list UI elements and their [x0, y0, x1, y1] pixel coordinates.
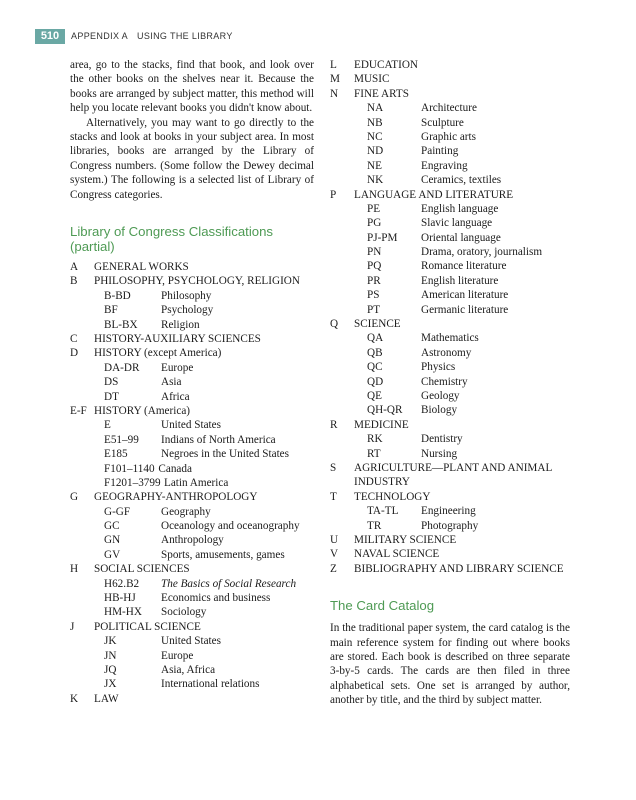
right-column [330, 58, 570, 708]
subclass-label: Geography [161, 505, 211, 518]
subclass-code: JX [104, 678, 117, 691]
classification-name: NAVAL SCIENCE [354, 548, 440, 561]
subclass-entry [330, 245, 570, 259]
subclass-code: RK [367, 433, 383, 446]
subclass-code: PG [367, 217, 382, 230]
subclass-label: Philosophy [161, 289, 212, 302]
classification-letter: M [330, 73, 340, 86]
subclass-code: HM-HX [104, 606, 142, 619]
subclass-label: Dentistry [421, 433, 463, 446]
subclass-entry [330, 403, 570, 417]
subclass-label: Romance literature [421, 260, 507, 273]
subclass-label: Europe [161, 361, 194, 374]
subclass-label: English language [421, 202, 499, 215]
page-number: 510 [35, 29, 65, 44]
classification-name: PHILOSOPHY, PSYCHOLOGY, RELIGION [94, 275, 300, 288]
classification-letter: Q [330, 318, 339, 331]
subclass-label: Canada [158, 462, 192, 475]
subclass-label: Painting [421, 145, 459, 158]
classification-entry [330, 72, 570, 86]
classification-entry [330, 87, 570, 101]
subclass-entry [70, 447, 314, 461]
subclass-label [161, 577, 296, 591]
subclass-entry [70, 634, 314, 648]
subclass-code: G-GF [104, 505, 131, 518]
classification-entry [70, 562, 314, 576]
classification-letter: H [70, 563, 79, 576]
classification-name: HISTORY (except America) [94, 347, 222, 360]
subclass-code: E51–99 [104, 433, 139, 446]
intro-paragraph-2: Alternatively, you may want to go directly to the stacks and look at books in your subject area. In most libraries, books are arranged by the Library of Congress numbers. (Some follow the Dewey decimal system.) The following is a selected list of Library of Congress categories. [70, 116, 314, 201]
subclass-entry [70, 533, 314, 547]
subclass-code: GN [104, 534, 121, 547]
subclass-code: NA [367, 102, 384, 115]
subclass-entry [330, 216, 570, 230]
subclass-code: H62.B2 [104, 577, 140, 590]
subclass-entry [70, 361, 314, 375]
subclass-label: Physics [421, 361, 456, 374]
classification-letter: A [70, 261, 79, 274]
subclass-entry [70, 591, 314, 605]
subclass-code: B-BD [104, 289, 131, 302]
classification-entry [330, 317, 570, 331]
classification-entry [330, 547, 570, 561]
subclass-entry [70, 505, 314, 519]
subclass-entry [330, 144, 570, 158]
subclass-entry [70, 303, 314, 317]
classification-letter: G [70, 491, 79, 504]
classification-letter: L [330, 59, 337, 71]
subclass-label: Photography [421, 519, 479, 532]
header-chapter: USING THE LIBRARY [137, 31, 233, 41]
subclass-label: Chemistry [421, 375, 468, 388]
subclass-entry [70, 390, 314, 404]
card-catalog-heading: The Card Catalog [330, 598, 435, 614]
classification-entry [70, 332, 314, 346]
classification-letter: C [70, 333, 78, 346]
subclass-label: Anthropology [161, 534, 224, 547]
classification-entry [330, 562, 570, 576]
classification-entry [70, 620, 314, 634]
subclass-code: PE [367, 202, 381, 215]
classification-entry [70, 346, 314, 360]
header-section: APPENDIX A [71, 31, 129, 41]
subclass-entry [330, 101, 570, 115]
subclass-code: NK [367, 174, 384, 187]
subclass-code: NE [367, 159, 382, 172]
subclass-code: PT [367, 303, 381, 316]
subclass-label: Slavic language [421, 217, 493, 230]
classification-list-right [330, 58, 570, 576]
subclass-code: JN [104, 649, 117, 662]
subclass-code: GC [104, 520, 120, 533]
subclass-label: Architecture [421, 102, 477, 115]
subclass-entry [70, 375, 314, 389]
card-catalog-paragraph: In the traditional paper system, the card catalog is the main reference system for finding out where books are stored. Each book is described on three separate 3-by-5 cards. The cards are then filed in three alphabetical sets. One set is arranged by author, another by title, and the third by subject matter. [330, 622, 570, 707]
subclass-label: Germanic literature [421, 303, 509, 316]
classification-letter: N [330, 87, 339, 100]
subclass-entry [70, 462, 314, 476]
classification-name: BIBLIOGRAPHY AND LIBRARY SCIENCE [354, 562, 564, 575]
left-column [70, 58, 314, 706]
subclass-entry [330, 303, 570, 317]
classification-name: FINE ARTS [354, 87, 409, 100]
subclass-entry [70, 418, 314, 432]
subclass-entry [330, 173, 570, 187]
subclass-code: E185 [104, 448, 128, 461]
subclass-label: United States [161, 635, 221, 648]
classification-name: SOCIAL SCIENCES [94, 563, 190, 576]
classification-letter: D [70, 347, 79, 360]
subclass-entry [330, 231, 570, 245]
classification-letter: S [330, 461, 337, 474]
subclass-code: F101–1140 [104, 462, 155, 475]
subclass-label: Graphic arts [421, 130, 476, 143]
subclass-label: Asia [161, 376, 182, 389]
classification-name: GEOGRAPHY-ANTHROPOLOGY [94, 491, 258, 504]
classification-name: MUSIC [354, 73, 390, 86]
classification-entry [70, 260, 314, 274]
subclass-label: American literature [421, 289, 509, 302]
subclass-code: E [104, 419, 111, 432]
subclass-code: TA-TL [367, 505, 399, 518]
subclass-entry [70, 677, 314, 691]
classification-letter: T [330, 490, 337, 503]
intro-paragraph-1: area, go to the stacks, find that book, and look over the other books on the shelves near it. Because the books are arranged by subject matter, this method will help you locate relevant books you didn't know about. [70, 59, 314, 115]
classification-entry [330, 533, 570, 547]
classification-entry [70, 274, 314, 288]
subclass-code: QA [367, 332, 384, 345]
subclass-entry [70, 433, 314, 447]
subclass-label-book-title: The Basics of Social Research [161, 577, 297, 590]
subclass-entry [330, 259, 570, 273]
subclass-entry [330, 447, 570, 461]
classification-name: SCIENCE [354, 318, 401, 331]
subclass-entry [70, 519, 314, 533]
subclass-entry [330, 346, 570, 360]
classification-letter: K [70, 692, 79, 705]
subclass-label: Engineering [421, 505, 476, 518]
subclass-entry [330, 159, 570, 173]
subclass-code: NB [367, 116, 383, 129]
subclass-code: PS [367, 289, 380, 302]
subclass-code: QE [367, 389, 382, 402]
subclass-label: Sociology [161, 606, 207, 619]
subclass-label: Mathematics [421, 332, 479, 345]
subclass-code: QC [367, 361, 383, 374]
subclass-entry [330, 360, 570, 374]
subclass-entry [70, 577, 314, 591]
subclass-label: Psychology [161, 304, 214, 317]
subclass-code: ND [367, 145, 384, 158]
subclass-entry [330, 389, 570, 403]
subclass-entry [70, 476, 314, 490]
classification-entry [330, 490, 570, 504]
subclass-label: Sculpture [421, 116, 464, 129]
subclass-label: Oriental language [421, 231, 501, 244]
classification-name: HISTORY (America) [94, 404, 191, 417]
subclass-code: JK [104, 635, 117, 648]
classification-letter: B [70, 275, 78, 288]
subclass-code: JQ [104, 664, 117, 676]
subclass-code: DS [104, 376, 119, 389]
subclass-entry [70, 318, 314, 332]
subclass-code: QD [367, 375, 384, 388]
classification-letter: Z [330, 562, 337, 575]
subclass-entry [70, 289, 314, 303]
subclass-code: GV [104, 548, 121, 561]
subclass-code: F1201–3799 [104, 476, 161, 489]
classification-letter: P [330, 188, 337, 201]
subclass-entry [330, 375, 570, 389]
subclass-entry [330, 519, 570, 533]
subclass-entry [330, 288, 570, 302]
subclass-code: PN [367, 246, 382, 259]
subclass-label: Africa [161, 390, 190, 403]
classification-entry [330, 188, 570, 202]
subclass-code: DA-DR [104, 361, 140, 374]
classification-name: EDUCATION [354, 59, 419, 71]
subclass-code: BL-BX [104, 318, 138, 331]
classification-letter: R [330, 418, 338, 431]
subclass-label: Religion [161, 318, 200, 331]
subclass-label: Geology [421, 389, 460, 402]
classification-letter: U [330, 533, 339, 546]
subclass-label: Engraving [421, 159, 468, 172]
classification-name: LAW [94, 692, 119, 705]
subclass-code: HB-HJ [104, 592, 136, 605]
running-header [71, 31, 233, 41]
classification-entry [330, 58, 570, 72]
subclass-label: Economics and business [161, 592, 271, 605]
subclass-label: Drama, oratory, journalism [421, 246, 543, 259]
classification-name: TECHNOLOGY [354, 490, 431, 503]
subclass-code: PQ [367, 260, 382, 273]
subclass-label: Indians of North America [161, 433, 276, 446]
subclass-label: Negroes in the United States [161, 448, 290, 461]
subclass-code: QB [367, 346, 383, 359]
classification-name: GENERAL WORKS [94, 261, 189, 274]
subclass-entry [330, 274, 570, 288]
classification-name: MEDICINE [354, 418, 409, 431]
subclass-entry [330, 432, 570, 446]
classification-entry [330, 418, 570, 432]
subclass-entry [330, 331, 570, 345]
classification-letter: J [70, 620, 75, 633]
classification-entry [70, 404, 314, 418]
classification-entry [330, 461, 570, 490]
subclass-code: PR [367, 274, 381, 287]
classification-letter: V [330, 548, 339, 561]
subclass-code: RT [367, 447, 381, 460]
classifications-heading: Library of Congress Classifications (partial) [70, 224, 274, 255]
subclass-entry [70, 649, 314, 663]
subclass-code: TR [367, 519, 382, 532]
subclass-entry [70, 548, 314, 562]
subclass-label: English literature [421, 274, 499, 287]
subclass-entry [330, 504, 570, 518]
subclass-code: QH-QR [367, 404, 403, 417]
subclass-code: BF [104, 304, 118, 317]
classification-entry [70, 490, 314, 504]
subclass-label: Ceramics, textiles [421, 174, 502, 187]
subclass-label: Oceanology and oceanography [161, 520, 300, 533]
classification-list-left [70, 260, 314, 706]
subclass-label: Europe [161, 649, 194, 662]
subclass-entry [330, 202, 570, 216]
subclass-label: Latin America [164, 476, 229, 489]
subclass-label: Sports, amusements, games [161, 548, 285, 561]
subclass-code: NC [367, 130, 383, 143]
subclass-label: Nursing [421, 447, 458, 460]
subclass-label: Asia, Africa [161, 664, 216, 676]
subclass-code: DT [104, 390, 119, 403]
subclass-entry [330, 130, 570, 144]
subclass-entry [330, 116, 570, 130]
classification-name: AGRICULTURE—PLANT AND ANIMAL INDUSTRY [354, 461, 552, 489]
subclass-label: International relations [161, 678, 260, 691]
subclass-code: PJ-PM [367, 231, 398, 244]
subclass-label: Astronomy [421, 346, 472, 359]
classification-letter: E-F [70, 404, 87, 417]
subclass-entry [70, 605, 314, 619]
classification-name: POLITICAL SCIENCE [94, 620, 201, 633]
subclass-label: Biology [421, 404, 458, 417]
subclass-label: United States [161, 419, 221, 432]
classification-entry [70, 692, 314, 706]
classification-name: HISTORY-AUXILIARY SCIENCES [94, 333, 261, 346]
subclass-entry [70, 663, 314, 677]
classification-name: LANGUAGE AND LITERATURE [354, 188, 514, 201]
classification-name: MILITARY SCIENCE [354, 533, 457, 546]
